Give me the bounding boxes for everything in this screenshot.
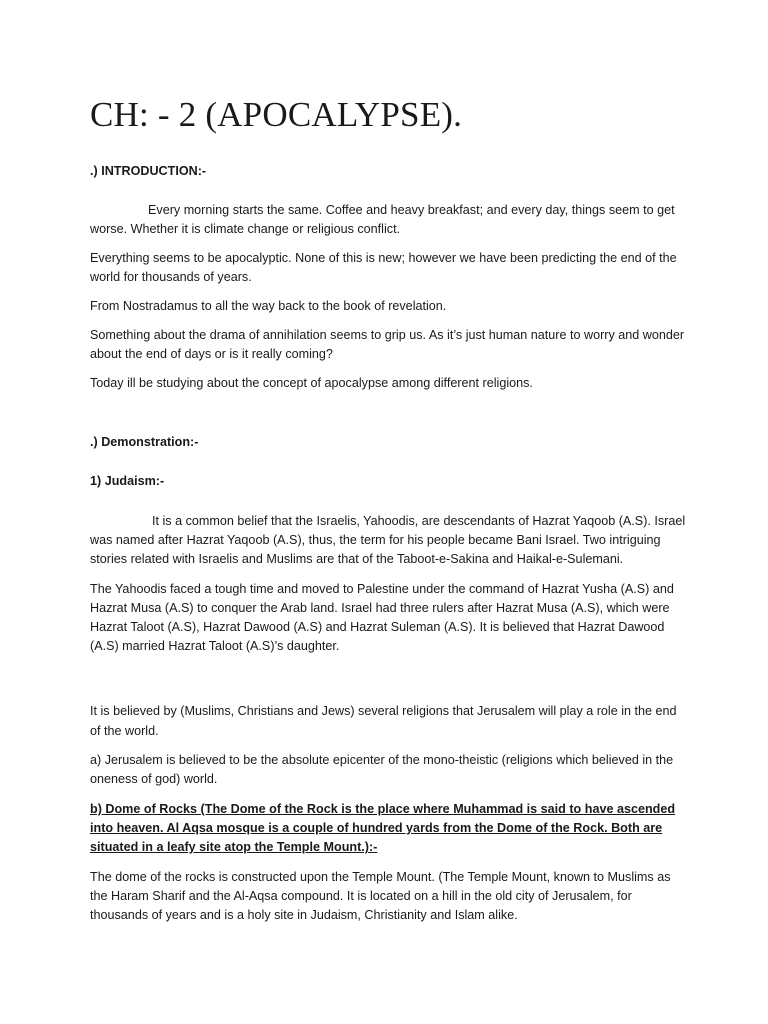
intro-paragraph-4: Something about the drama of annihilation seems to grip us. As it’s just human nature to worry and wonder about the end of days or is it really coming? <box>90 328 685 362</box>
demonstration-heading: .) Demonstration:- <box>90 435 199 450</box>
introduction-heading: .) INTRODUCTION:- <box>90 164 207 178</box>
intro-paragraph-5: Today ill be studying about the concept of apocalypse among different religions. <box>90 376 533 390</box>
intro-paragraph-1: Every morning starts the same. Coffee and heavy breakfast; and every day, things seem to get worse. Whether it is climate change or religious conflict. <box>90 203 675 237</box>
point-b-heading: b) Dome of Rocks (The Dome of the Rock is the place where Muhammad is said to have ascended into heaven. Al Aqsa mosque is a couple of hundred yards from the Dome of the Rock. Both are situated in a leafy site atop the Temple Mount.):- <box>90 802 676 855</box>
intro-paragraph-3: From Nostradamus to all the way back to the book of revelation. <box>90 299 447 314</box>
document-body <box>90 162 688 926</box>
point-a-paragraph: a) Jerusalem is believed to be the absolute epicenter of the mono-theistic (religions which believed in the oneness of god) world. <box>90 753 674 787</box>
judaism-paragraph-1: It is a common belief that the Israelis, Yahoodis, are descendants of Hazrat Yaqoob (A.S). Israel was named after Hazrat Yaqoob (A.S), thus, the term for his people became Bani Israel. Two intriguing stories related with Israelis and Muslims are that of the Taboot-e-Sakina and Haikal-e-Sulemani. <box>90 513 686 567</box>
chapter-title: CH: - 2 (APOCALYPSE). <box>90 95 463 134</box>
judaism-heading: 1) Judaism:- <box>90 474 165 489</box>
jerusalem-paragraph: It is believed by (Muslims, Christians and Jews) several religions that Jerusalem will play a role in the end of the world. <box>90 704 677 738</box>
dome-paragraph: The dome of the rocks is constructed upon the Temple Mount. (The Temple Mount, known to Muslims as the Haram Sharif and the Al-Aqsa compound. It is located on a hill in the old city of Jerusalem, for thousands of years and is a holy site in Judaism, Christianity and Islam alike. <box>90 870 671 923</box>
judaism-paragraph-2: The Yahoodis faced a tough time and moved to Palestine under the command of Hazrat Yusha (A.S) and Hazrat Musa (A.S) to conquer the Arab land. Israel had three rulers after Hazrat Musa (A.S), which were Hazrat Taloot (A.S), Hazrat Dawood (A.S) and Hazrat Suleman (A.S). It is believed that Hazrat Dawood (A.S) married Hazrat Taloot (A.S)’s daughter. <box>90 581 674 654</box>
intro-paragraph-2: Everything seems to be apocalyptic. None of this is new; however we have been predicting the end of the world for thousands of years. <box>90 251 677 285</box>
